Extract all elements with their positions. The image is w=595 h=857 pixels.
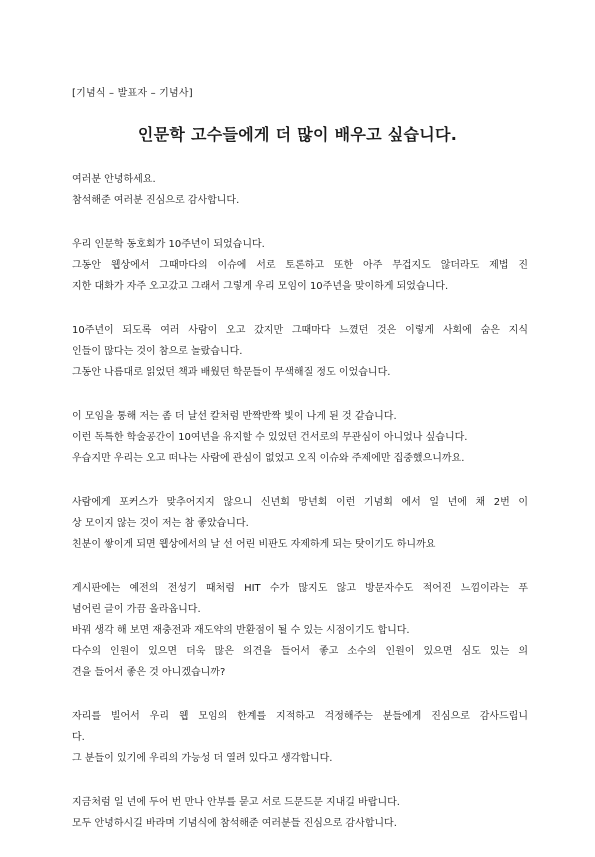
- text-line: 그동안 웹상에서 그때마다의 이슈에 서로 토론하고 또한 아주 무겁지도 않더라도 제법 진: [72, 260, 528, 271]
- paragraph-focus: [72, 492, 528, 555]
- text-line: 이 모임을 통해 저는 좀 더 날선 칼처럼 반짝반짝 빛이 나게 된 것 같습니다.: [72, 411, 397, 422]
- text-line: 10주년이 되도록 여러 사람이 오고 갔지만 그때마다 느꼈던 것은 이렇게 사회에 숨은 지식: [72, 325, 528, 336]
- paragraph-thanks-critics: [72, 706, 528, 769]
- text-line: 친분이 쌓이게 되면 웹상에서의 날 선 어린 비판도 자제하게 되는 탓이기도 하니까요: [72, 539, 436, 550]
- page-title: 인문학 고수들에게 더 많이 배우고 싶습니다.: [137, 125, 458, 144]
- text-line: 이런 독특한 학술공간이 10여년을 유지할 수 있었던 건서로의 무관심이 아니었나 싶습니다.: [72, 432, 468, 443]
- text-line: 다수의 인원이 있으면 더욱 많은 의견을 들어서 좋고 소수의 인원이 있으면 심도 있는 의: [72, 646, 528, 657]
- text-line: 사람에게 포커스가 맞추어지지 않으니 신년회 망년회 이런 기념회 에서 일 년에 채 2번 이: [72, 497, 528, 508]
- text-line: 바꿔 생각 해 보면 재충전과 재도약의 반환점이 될 수 있는 시점이기도 합니다.: [72, 625, 410, 636]
- text-line: 상 모이지 않는 것이 저는 참 좋았습니다.: [72, 518, 249, 529]
- text-line: 념어린 글이 가끔 올라옵니다.: [72, 604, 201, 615]
- speech-body: [72, 169, 528, 857]
- breadcrumb: [기념식 – 발표자 – 기념사]: [72, 88, 193, 99]
- text-line: 지한 대화가 자주 오고갔고 그래서 그렇게 우리 모임이 10주년을 맞이하게 되었습니다.: [72, 281, 449, 292]
- paragraph-anniversary: [72, 234, 528, 297]
- paragraph-closing: [72, 792, 528, 834]
- text-line: 우리 인문학 동호회가 10주년이 되었습니다.: [72, 239, 265, 250]
- text-line: 모두 안녕하시길 바라며 기념식에 참석해준 여러분들 진심으로 감사합니다.: [72, 818, 397, 829]
- text-line: 인들이 많다는 것이 참으로 놀랐습니다.: [72, 346, 243, 357]
- text-line: 그 분들이 있기에 우리의 가능성 더 열려 있다고 생각합니다.: [72, 753, 333, 764]
- text-line: 지금처럼 일 년에 두어 번 만나 안부를 묻고 서로 드문드문 지내길 바랍니다.: [72, 797, 400, 808]
- text-line: 다.: [72, 732, 85, 743]
- text-line: 그동안 나름대로 읽었던 책과 배웠던 학문들이 무색해질 정도 이었습니다.: [72, 367, 391, 378]
- text-line: 우습지만 우리는 오고 떠나는 사람에 관심이 없었고 오직 이슈와 주제에만 집중했으니까요.: [72, 453, 465, 464]
- paragraph-hidden-scholars: [72, 320, 528, 383]
- text-line: 게시판에는 예전의 전성기 때처럼 HIT 수가 많지도 않고 방문자수도 적어진 느낌이라는 푸: [72, 583, 528, 594]
- text-line: 참석해준 여러분 진심으로 감사합니다.: [72, 195, 240, 206]
- paragraph-sharp-blade: [72, 406, 528, 469]
- text-line: 자리를 빌어서 우리 웹 모임의 한계를 지적하고 걱정해주는 분들에게 진심으로 감사드립니: [72, 711, 528, 722]
- paragraph-bulletin-board: [72, 578, 528, 683]
- text-line: 여러분 안녕하세요.: [72, 174, 156, 185]
- paragraph-greeting: [72, 169, 528, 211]
- text-line: 견을 들어서 좋은 것 아니겠습니까?: [72, 667, 226, 678]
